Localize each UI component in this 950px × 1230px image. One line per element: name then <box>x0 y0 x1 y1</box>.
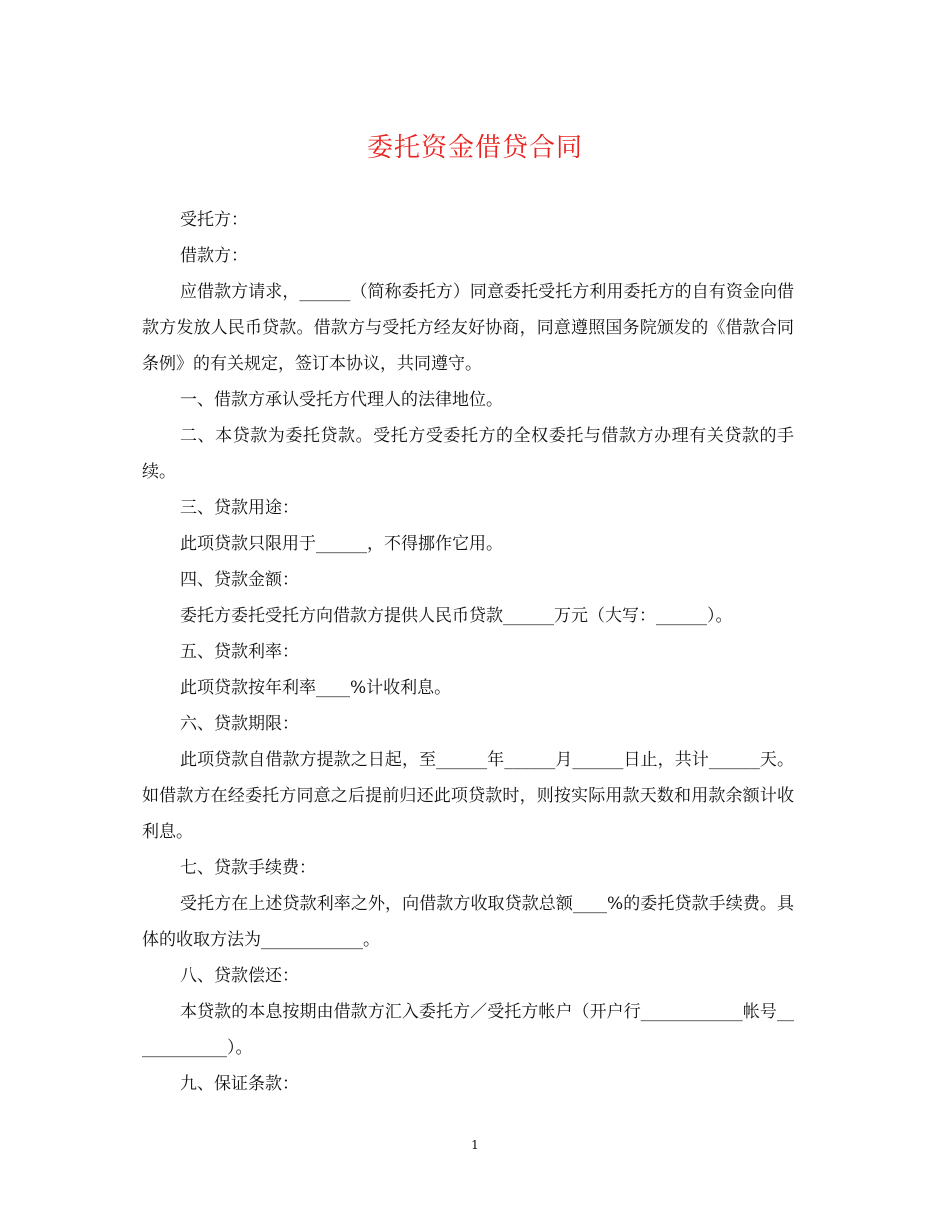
page-number: 1 <box>471 1138 479 1152</box>
clause-3-body: 此项贷款只限用于______，不得挪作它用。 <box>180 534 503 554</box>
clause-9-heading: 九、保证条款： <box>180 1074 299 1094</box>
clause-8-heading: 八、贷款偿还： <box>180 966 299 986</box>
clause-4-body: 委托方委托受托方向借款方提供人民币贷款______万元（大写：______）。 <box>180 606 733 626</box>
clause-2: 二、本贷款为委托贷款。受托方受委托方的全权委托与借款方办理有关贷款的手续。 <box>142 426 794 482</box>
clause-4-heading: 四、贷款金额： <box>180 570 299 590</box>
clause-6-body: 此项贷款自借款方提款之日起，至______年______月______日止，共计______天。如借款方在经委托方同意之后提前归还此项贷款时，则按实际用款天数和用款余额计收利息。 <box>142 750 794 842</box>
document-body <box>142 202 794 1102</box>
clause-8-body: 本贷款的本息按期由借款方汇入委托方／受托方帐户（开户行____________帐号____________）。 <box>142 1002 794 1058</box>
clause-5-body: 此项贷款按年利率____%计收利息。 <box>180 678 452 698</box>
paragraph-borrower: 借款方： <box>180 246 248 266</box>
clause-5-heading: 五、贷款利率： <box>180 642 299 662</box>
clause-7-heading: 七、贷款手续费： <box>180 858 316 878</box>
clause-7-body: 受托方在上述贷款利率之外，向借款方收取贷款总额____%的委托贷款手续费。具体的收取方法为____________。 <box>142 894 794 950</box>
clause-1: 一、借款方承认受托方代理人的法律地位。 <box>180 390 503 410</box>
clause-6-heading: 六、贷款期限： <box>180 714 299 734</box>
document-title: 委托资金借贷合同 <box>366 133 583 163</box>
clause-3-heading: 三、贷款用途： <box>180 498 299 518</box>
paragraph-trustee: 受托方： <box>180 210 248 230</box>
paragraph-preamble: 应借款方请求，______（简称委托方）同意委托受托方利用委托方的自有资金向借款方发放人民币贷款。借款方与受托方经友好协商，同意遵照国务院颁发的《借款合同条例》的有关规定，签订本协议，共同遵守。 <box>142 282 794 374</box>
